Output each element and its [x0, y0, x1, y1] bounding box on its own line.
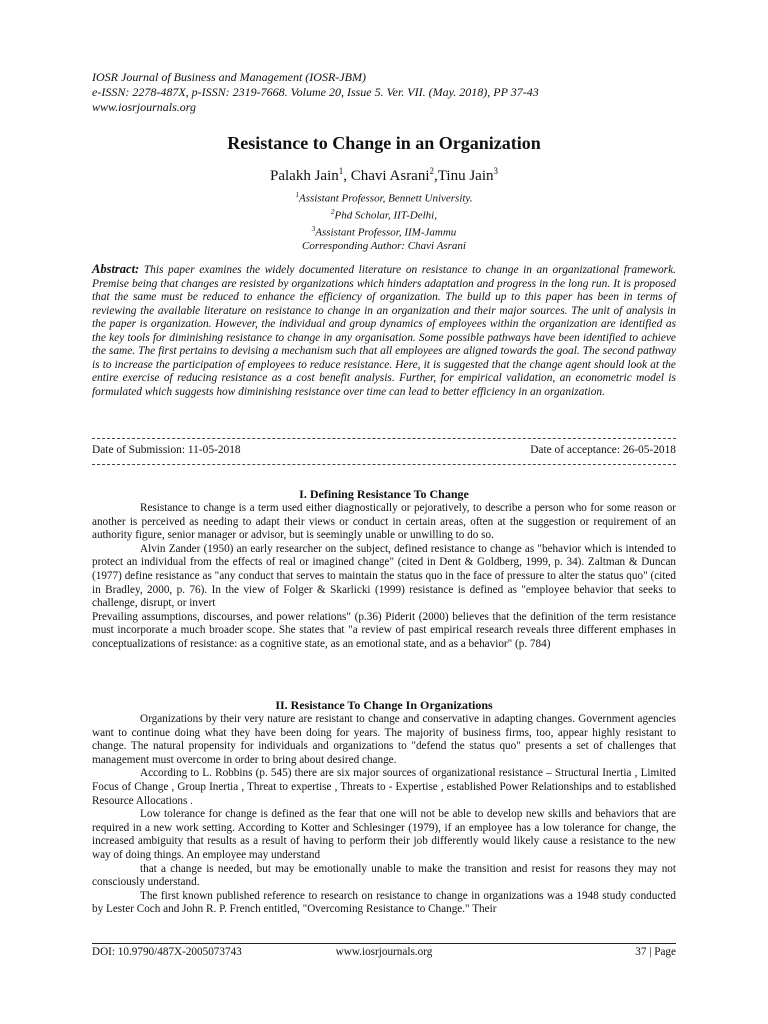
author-name: , Chavi Asrani: [343, 168, 430, 184]
paper-title: Resistance to Change in an Organization: [227, 133, 541, 153]
paragraph: that a change is needed, but may be emotionally unable to make the transition and resist for reasons they may not consciously understand.: [92, 862, 676, 889]
author-superscript: 2: [429, 166, 435, 176]
page-footer: [92, 943, 676, 958]
author-list: [0, 166, 768, 185]
section-heading: II. Resistance To Change In Organizations: [275, 698, 493, 712]
affiliation-superscript: 3: [311, 225, 316, 234]
author-superscript: 3: [493, 166, 498, 176]
affiliation: [0, 189, 768, 206]
acceptance-date: Date of acceptance: 26-05-2018: [530, 444, 676, 456]
corresponding-author: Corresponding Author: Chavi Asrani: [302, 240, 466, 253]
section-heading: I. Defining Resistance To Change: [299, 487, 469, 501]
page-number: 37 | Page: [635, 946, 676, 958]
paragraph: Prevailing assumptions, discourses, and power relations" (p.36) Piderit (2000) believes that the definition of the term resistance must incorporate a much broader scope. She states that "a review of past empirical research reveals three different emphases in conceptualizations of resistance: as a cognitive state, as an emotional state, and as a behavior" (p. 784): [92, 610, 676, 650]
affiliation-text: Assistant Professor, Bennett University.: [299, 192, 473, 205]
affiliation: [0, 206, 768, 223]
affiliation-superscript: 1: [295, 191, 300, 199]
abstract: [92, 263, 676, 399]
author-name: ,Tinu Jain: [434, 168, 494, 184]
affiliation-superscript: 2: [331, 208, 335, 217]
section-body: [92, 502, 676, 652]
section-body: [92, 713, 676, 917]
divider-bottom: [92, 464, 676, 465]
journal-header: [92, 70, 692, 115]
affiliations: [0, 189, 768, 254]
journal-issn: e-ISSN: 2278-487X, p-ISSN: 2319-7668. Volume 20, Issue 5. Ver. VII. (May. 2018), PP 37-43: [92, 85, 539, 99]
paragraph: Resistance to change is a term used either diagnostically or pejoratively, to describe a person who for some reason or another is perceived as needing to adapt their views or conduct in certain areas, often at the suggestion or requirement of an authority figure, senior manager or advisor, but is seemingly unable or unwilling to do so.: [92, 502, 676, 542]
submission-date: Date of Submission: 11-05-2018: [92, 444, 241, 456]
doi: DOI: 10.9790/487X-2005073743: [92, 946, 242, 958]
author-name: Palakh Jain: [270, 168, 339, 184]
author-superscript: 1: [338, 166, 344, 176]
affiliation: [0, 223, 768, 240]
divider-top: [92, 438, 676, 439]
paragraph: Organizations by their very nature are resistant to change and conservative in adapting changes. Government agencies want to continue doing what they have been doing for years. The majority of business firms, too, appear highly resistant to change. The natural propensity for individuals and organizations to "defend the status quo" presents a set of challenges that management must overcome in order to bring about desired change.: [92, 713, 676, 766]
abstract-label: Abstract:: [92, 262, 140, 276]
journal-website[interactable]: www.iosrjournals.org: [92, 100, 197, 114]
journal-name: IOSR Journal of Business and Management (IOSR-JBM): [92, 70, 366, 84]
affiliation-text: Phd Scholar, IIT-Delhi,: [334, 209, 437, 222]
paragraph: Low tolerance for change is defined as the fear that one will not be able to develop new skills and behaviors that are required in a new work setting. According to Kotter and Schlesinger (1979), if an employee has a low tolerance for change, the increased ambiguity that results as a result of having to perform their job differently would likely cause a resistance to the new way of doing things. An employee may understand: [92, 808, 676, 861]
footer-website[interactable]: www.iosrjournals.org: [335, 946, 433, 958]
paragraph: The first known published reference to research on resistance to change in organizations was a 1948 study conducted by Lester Coch and John R. P. French entitled, "Overcoming Resistance to Change." Their: [92, 889, 676, 916]
affiliation-text: Assistant Professor, IIM-Jammu: [315, 226, 457, 239]
paragraph: Alvin Zander (1950) an early researcher on the subject, defined resistance to change as "behavior which is intended to protect an individual from the effects of real or imagined change" (cited in Dent & Goldberg, 1999, p. 34). Zaltman & Duncan (1977) define resistance as "any conduct that serves to maintain the status quo in the face of pressure to alter the status quo" (cited in Bradley, 2000, p. 76). In the view of Folger & Skarlicki (1999) resistance is defined as "employee behavior that seeks to challenge, disrupt, or invert: [92, 542, 676, 610]
abstract-text: This paper examines the widely documented literature on resistance to change in an organizational framework. Premise being that changes are resisted by organizations which hinders adaptation and progress in the long run. It is proposed that the same must be reduced to enhance the efficiency of organization. The build up to this paper has been in terms of reviewing the available literature on resistance to change in an organization and their major sources. The unit of analysis in the paper is organization. However, the individual and group dynamics of employees within the organization are identified as the key tools for diminishing resistance to change in any organisation. Some possible pathways have been identified to achieve the same. The first pertains to devising a mechanism such that all employees are aligned towards the goal. The second pathway is to increase the participation of employees to reduce resistance. Here, it is suggested that the change agent should look at the entire exercise of reducing resistance as a cost benefit analysis. Further, for empirical validation, an econometric model is formulated which suggests how diminishing resistance over time can lead to better efficiency in an organization.: [92, 264, 676, 398]
paragraph: According to L. Robbins (p. 545) there are six major sources of organizational resistance – Structural Inertia , Limited Focus of Change , Group Inertia , Threat to expertise , Threats to - Expertise , established Power Relationships and to established Resource Allocations .: [92, 767, 676, 807]
dates-row: [92, 444, 676, 456]
